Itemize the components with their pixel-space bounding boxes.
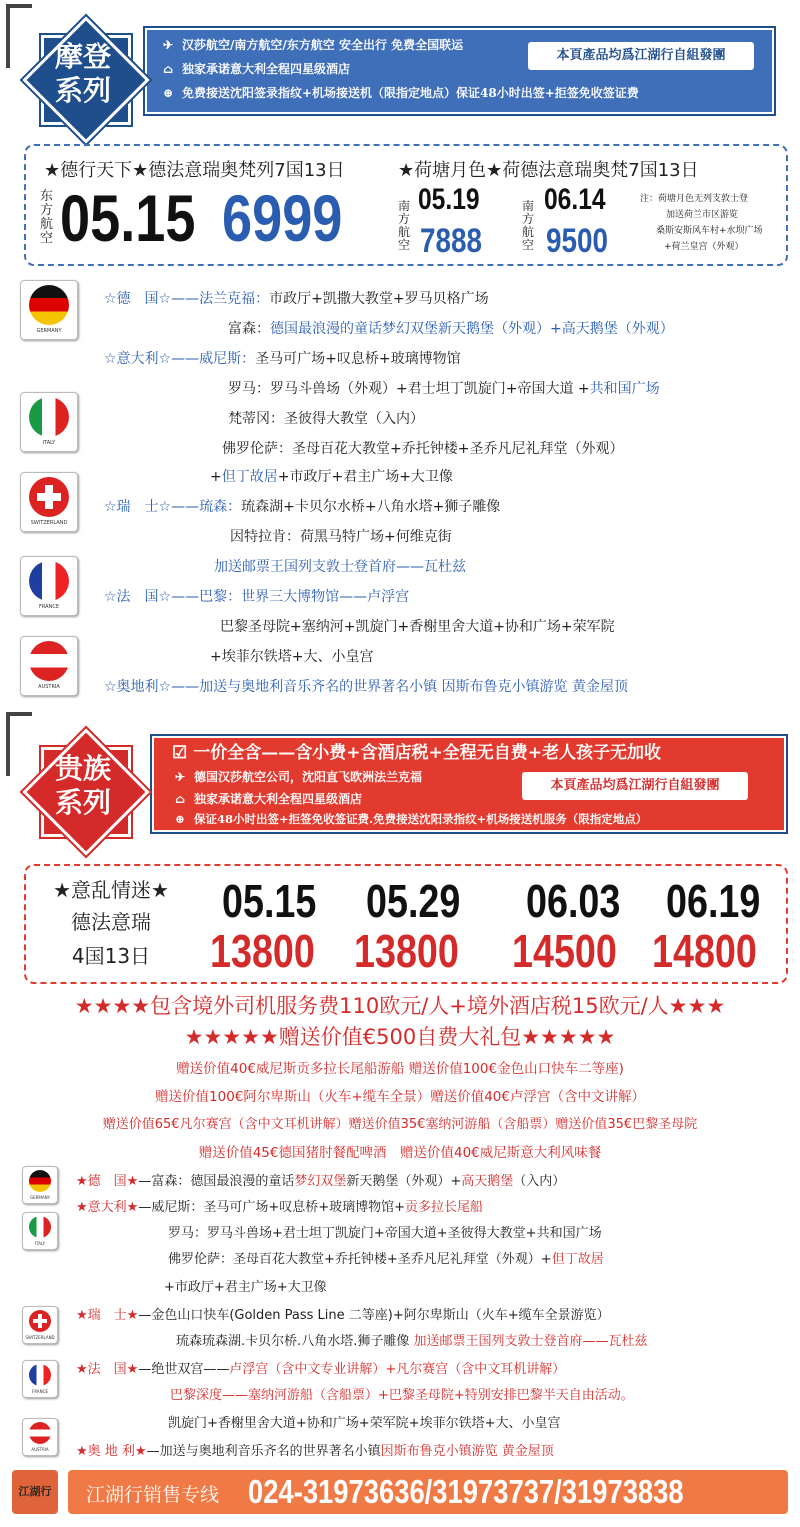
route-line	[76, 1358, 565, 1377]
badge-line-1: 摩登	[54, 40, 111, 73]
flag-france	[20, 556, 78, 616]
tour2a-date: 05.19	[418, 183, 480, 216]
route-line	[176, 1330, 648, 1349]
tour2-note-1: 注：荷塘月色无列支敦士登	[640, 194, 749, 204]
route-text: 琉森琉森湖.卡贝尔桥.八角水塔.狮子雕像	[176, 1334, 414, 1349]
route-line	[104, 288, 489, 308]
route-text: ☆德 国☆——法兰克福：	[104, 291, 270, 307]
modern-feature-hotel	[160, 60, 350, 77]
route-line	[164, 1276, 327, 1295]
route-text: 因斯布鲁克小镇游览 黄金屋顶	[380, 1444, 554, 1459]
route-line	[228, 318, 674, 338]
tour1-price: 6999	[222, 181, 343, 255]
route-text: —绝世双宫——	[138, 1362, 230, 1377]
route-text: ★法 国★	[76, 1362, 139, 1377]
gift-line-4: 赠送价值45€德国猪肘餐配啤酒 赠送价值40€威尼斯意大利风味餐	[198, 1145, 602, 1161]
feature-text: 汉莎航空/南方航空/东方航空 安全出行 免费全国联运	[182, 38, 464, 52]
route-text: ☆奥地利☆——加送与奥地利音乐齐名的世界著名小镇	[104, 679, 442, 695]
route-text: +市政厅+君主广场+大卫像	[277, 469, 453, 485]
badge-line-1: 贵族	[54, 752, 111, 785]
route-text: —加送与奥地利音乐齐名的世界著名小镇	[146, 1444, 381, 1459]
feature-text: 免费接送沈阳签录指纹+机场接送机（限指定地点）保证48小时出签+拒签免收签证费	[182, 86, 639, 100]
flag-label: AUSTRIA	[38, 684, 60, 690]
noble-feature-airline	[172, 768, 422, 785]
tour2b-airline: 南方航空	[522, 199, 535, 252]
route-line	[104, 496, 500, 516]
route-text: （入内）	[513, 1174, 566, 1189]
route-line	[230, 526, 452, 546]
headline-text: 一价全含——含小费+含酒店税+全程无自费+老人孩子无加收	[193, 743, 661, 763]
flag-label: SWITZERLAND	[25, 1335, 55, 1340]
promo-included-fees: ★★★★包含境外司机服务费110欧元/人+境外酒店税15欧元/人★★★	[74, 994, 726, 1018]
sales-hotline-label: 江湖行销售专线	[86, 1484, 220, 1506]
flag-label: FRANCE	[39, 604, 59, 610]
noble-price-3: 14500	[512, 925, 617, 977]
plane-icon: ✈	[174, 770, 186, 784]
route-text: 德国最浪漫的童话梦幻双堡新天鹅堡（外观）+高天鹅堡（外观）	[270, 321, 674, 337]
route-text: 圣马可广场+叹息桥+玻璃博物馆	[255, 351, 461, 367]
noble-feature-hotel	[172, 790, 362, 807]
badge-line-2: 系列	[54, 786, 111, 819]
noble-feature-visa	[172, 811, 647, 827]
flag-austria-small	[22, 1418, 58, 1456]
route-text: 贡多拉长尾船	[405, 1200, 484, 1215]
route-line	[214, 556, 466, 576]
feature-text: 独家承诺意大利全程四星级酒店	[194, 792, 363, 806]
route-line	[168, 1248, 604, 1267]
globe-icon: ⊕	[175, 812, 185, 826]
gift-line-1: 赠送价值40€威尼斯贡多拉长尾船游船 赠送价值100€金色山口快车二等座)	[176, 1061, 624, 1077]
brand-logo-text: 江湖行	[18, 1485, 52, 1498]
flag-label: GERMANY	[36, 328, 62, 334]
route-text: 高天鹅堡	[461, 1174, 514, 1189]
noble-headline	[172, 738, 661, 763]
tour2b-date: 06.14	[544, 183, 606, 216]
route-line	[104, 586, 409, 606]
flag-label: SWITZERLAND	[30, 520, 68, 526]
modern-feature-visa	[160, 84, 639, 101]
route-line	[76, 1196, 483, 1215]
noble-date-1: 05.15	[222, 875, 317, 927]
feature-text: 保证48小时出签+拒签免收签证费.免费接送沈阳录指纹+机场接送机服务（限指定地点）	[194, 812, 648, 826]
noble-date-4: 06.19	[666, 875, 761, 927]
route-text: —威尼斯：圣马可广场+叹息桥+玻璃博物馆+	[138, 1200, 405, 1215]
tour2-note-3: 桑斯安斯风车村+水坝广场	[656, 226, 763, 236]
route-text: ☆法 国☆——巴黎：世界三大博物馆——卢浮宫	[104, 589, 410, 605]
route-text: +市政厅+君主广场+大卫像	[164, 1280, 327, 1295]
feature-text: 德国汉莎航空公司，沈阳直飞欧洲法兰克福	[194, 770, 423, 784]
route-text: 梦幻双堡	[294, 1174, 347, 1189]
tour2-note-2: 加送荷兰市区游览	[666, 210, 739, 220]
route-text: 卢浮宫（含中文专业讲解）+凡尔赛宫（含中文耳机讲解）	[229, 1362, 566, 1377]
noble-series-badge	[24, 730, 142, 848]
route-line	[168, 1412, 560, 1431]
route-line	[168, 1222, 602, 1241]
route-text: ☆瑞 士☆——琉森：	[104, 499, 242, 515]
route-line	[228, 378, 660, 398]
route-text: 共和国广场	[589, 381, 660, 397]
flag-germany-small	[22, 1166, 58, 1204]
modern-series-badge	[24, 18, 142, 136]
flag-italy-small	[22, 1212, 58, 1250]
feature-text: 独家承诺意大利全程四星级酒店	[182, 62, 351, 76]
route-text: —金色山口快车(Golden Pass Line 二等座)+阿尔卑斯山（火车+缆车全景游览）	[138, 1308, 610, 1323]
route-line	[220, 616, 615, 636]
noble-price-2: 13800	[354, 925, 459, 977]
flag-switzerland	[20, 472, 78, 532]
route-text: 琉森湖+卡贝尔水桥+八角水塔+狮子雕像	[241, 499, 501, 515]
hotel-icon: ⌂	[162, 62, 173, 76]
route-text: 新天鹅堡（外观）+	[346, 1174, 462, 1189]
noble-tour-name-3: 4国13日	[71, 944, 151, 968]
route-text: 但丁故居	[221, 469, 278, 485]
noble-stamp: 本頁產品均爲江湖行自組發團	[522, 772, 748, 800]
flag-label: GERMANY	[29, 1195, 51, 1200]
modern-feature-airline	[160, 36, 463, 53]
route-text: 佛罗伦萨：圣母百花大教堂+乔托钟楼+圣乔凡尼礼拜堂（外观）+	[168, 1252, 552, 1267]
route-text: 但丁故居	[551, 1252, 604, 1267]
route-text: —富森：德国最浪漫的童话	[138, 1174, 295, 1189]
flag-label: ITALY	[42, 440, 56, 446]
route-text: 凯旋门+香榭里舍大道+协和广场+荣军院+埃菲尔铁塔+大、小皇宫	[168, 1416, 561, 1431]
hotel-icon: ⌂	[174, 792, 185, 806]
flag-label: FRANCE	[32, 1389, 48, 1394]
tour2-title: ★荷塘月色★荷德法意瑞奥梵7国13日	[398, 160, 699, 181]
route-text: 加送邮票王国列支敦士登首府——瓦杜兹	[413, 1334, 648, 1349]
tour1-airline: 东方航空	[40, 189, 54, 246]
route-line	[76, 1304, 610, 1323]
noble-date-3: 06.03	[526, 875, 621, 927]
route-text: ☆意大利☆——威尼斯：	[104, 351, 256, 367]
flag-austria	[20, 636, 78, 696]
tour2-note-4: +荷兰皇宫（外观）	[664, 242, 744, 252]
plane-icon: ✈	[162, 38, 174, 52]
noble-tour-name-1: ★意乱情迷★	[53, 878, 169, 902]
route-line	[104, 348, 461, 368]
tour1-title: ★德行天下★德法意瑞奥梵列7国13日	[44, 160, 345, 181]
route-text: ★意大利★	[76, 1200, 139, 1215]
route-text: 巴黎圣母院+塞纳河+凯旋门+香榭里舍大道+协和广场+荣军院	[220, 619, 615, 635]
noble-price-4: 14800	[652, 925, 757, 977]
route-line	[210, 646, 373, 666]
gift-line-2: 赠送价值100€阿尔卑斯山（火车+缆车全景）赠送价值40€卢浮宫（含中文讲解）	[155, 1089, 645, 1105]
flag-label: ITALY	[34, 1241, 46, 1246]
flag-switzerland-small	[22, 1306, 58, 1344]
tour2a-price: 7888	[420, 222, 483, 260]
route-line	[76, 1440, 554, 1459]
route-text: 罗马：罗马斗兽场+君士坦丁凯旋门+帝国大道+圣彼得大教堂+共和国广场	[168, 1226, 602, 1241]
noble-price-1: 13800	[210, 925, 315, 977]
flag-italy	[20, 392, 78, 452]
route-text: 巴黎深度——塞纳河游船（含船票）+巴黎圣母院+特别安排巴黎半天自由活动。	[170, 1388, 634, 1403]
route-text: 富森：	[228, 321, 270, 337]
route-text: 因特拉肯：荷黑马特广场+何维克街	[230, 529, 452, 545]
route-text: 市政厅+凯撒大教堂+罗马贝格广场	[269, 291, 489, 307]
route-line	[104, 676, 628, 696]
route-line	[222, 438, 623, 458]
route-line	[170, 1384, 634, 1403]
flag-germany	[20, 280, 78, 340]
gift-line-3: 赠送价值65€凡尔赛宫（含中文耳机讲解）赠送价值35€塞纳河游船（含船票）赠送价值35€巴黎圣母院	[102, 1117, 698, 1132]
flag-label: AUSTRIA	[31, 1447, 49, 1452]
globe-icon: ⊕	[162, 86, 174, 100]
route-text: ★德 国★	[76, 1174, 139, 1189]
route-text: ★奥 地 利★	[76, 1444, 147, 1459]
modern-stamp: 本頁產品均爲江湖行自組發團	[528, 42, 754, 70]
route-text: ★瑞 士★	[76, 1308, 139, 1323]
badge-line-2: 系列	[54, 74, 111, 107]
flag-france-small	[22, 1360, 58, 1398]
route-text: 因斯布鲁克小镇游览 黄金屋顶	[441, 679, 629, 695]
route-text: +	[210, 469, 222, 485]
tour1-date: 05.15	[60, 181, 196, 255]
noble-tour-name-2: 德法意瑞	[71, 910, 151, 934]
tour2b-price: 9500	[546, 222, 609, 260]
noble-date-2: 05.29	[366, 875, 461, 927]
route-text: 佛罗伦萨：圣母百花大教堂+乔托钟楼+圣乔凡尼礼拜堂（外观）	[222, 441, 624, 457]
route-line	[76, 1170, 565, 1189]
check-icon: ☑	[172, 743, 188, 763]
route-line	[228, 408, 424, 428]
promo-gift-pack: ★★★★★赠送价值€500自费大礼包★★★★★	[184, 1025, 616, 1049]
route-line	[210, 466, 453, 486]
tour2a-airline: 南方航空	[398, 199, 411, 252]
route-text: 罗马：罗马斗兽场（外观）+君士坦丁凯旋门+帝国大道 +	[228, 381, 590, 397]
route-text: 梵蒂冈：圣彼得大教堂（入内）	[228, 411, 424, 427]
route-text: 加送邮票王国列支敦士登首府——瓦杜兹	[214, 559, 466, 575]
sales-hotline-phone: 024-31973636/31973737/31973838	[248, 1473, 684, 1510]
route-text: +埃菲尔铁塔+大、小皇宫	[210, 649, 374, 665]
